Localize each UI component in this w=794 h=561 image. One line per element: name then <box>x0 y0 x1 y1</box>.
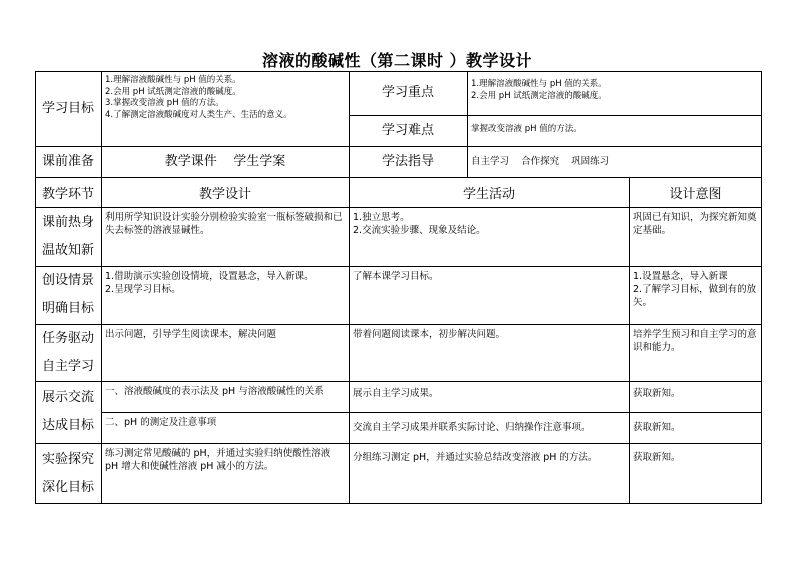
table-row-activity: 交流自主学习成果并联系实际讨论、归纳操作注意事项。 <box>353 422 591 433</box>
table-row-intent: 巩固已有知识，为探究新知奠定基础。 <box>633 212 757 236</box>
key-point-item: 2.会用 pH 试纸测定溶液的酸碱度。 <box>471 90 607 101</box>
key-point-item: 1.理解溶液酸碱性与 pH 值的关系。 <box>471 79 607 89</box>
header-activity: 学生活动 <box>462 186 515 202</box>
table-row-stage: 展示交流 达成目标 <box>41 390 94 433</box>
goals-list <box>101 71 349 146</box>
table-row-intent: 1.设置悬念，导入新课 2.了解学习目标，做到有的放矢。 <box>633 271 757 308</box>
table-row-activity: 了解本课学习目标。 <box>353 271 439 282</box>
method-label: 学法指导 <box>381 153 434 169</box>
table-row-stage: 课前热身 温故知新 <box>41 214 94 258</box>
header-design: 教学设计 <box>198 186 251 202</box>
key-points-label: 学习重点 <box>381 85 434 100</box>
prep-text: 教学课件 学生学案 <box>164 153 286 169</box>
prep-label: 课前准备 <box>41 153 94 169</box>
table-row-stage: 创设情景 明确目标 <box>41 273 94 316</box>
table-row-design: 利用所学知识设计实验分别检验实验室一瓶标签破损和已失去标签的溶液显碱性。 <box>105 212 343 236</box>
table-row-intent: 获取新知。 <box>633 452 681 463</box>
table-row-stage: 实验探究 深化目标 <box>41 451 94 495</box>
table-row-activity: 1.独立思考。 2.交流实验步骤、现象及结论。 <box>353 212 486 236</box>
goal-item: 2.会用 pH 试纸测定溶液的酸碱度。 <box>105 86 241 97</box>
header-stage: 教学环节 <box>41 186 94 202</box>
table-row-intent: 培养学生预习和自主学习的意识和能力。 <box>633 329 757 353</box>
table-row-design: 一、溶液酸碱度的表示法及 pH 与溶液酸碱性的关系 <box>105 386 324 397</box>
table-row-activity: 带着问题阅读课本，初步解决问题。 <box>353 329 506 340</box>
key-points-list <box>467 71 762 115</box>
difficulty-label: 学习难点 <box>381 122 434 138</box>
table-row-design: 练习测定常见酸碱的 pH，并通过实验归纳使酸性溶液 pH 增大和使碱性溶液 pH 减小的方法。 <box>105 448 331 472</box>
goal-item: 3.掌握改变溶液 pH 值的方法。 <box>105 98 224 108</box>
table-row-stage: 任务驱动 自主学习 <box>41 330 94 374</box>
table-row-design: 1.借助演示实验创设情境，设置悬念，导入新课。 2.呈现学习目标。 <box>105 271 314 295</box>
header-intent: 设计意图 <box>669 186 722 202</box>
goal-item: 4.了解测定溶液酸碱度对人类生产、生活的意义。 <box>105 109 292 120</box>
difficulty-text: 掌握改变溶液 pH 值的方法。 <box>471 124 582 134</box>
table-row-intent: 获取新知。 <box>633 422 681 433</box>
method-text: 自主学习 合作探究 巩固练习 <box>471 156 610 167</box>
page-title: 溶液的酸碱性（第二课时 ）教学设计 <box>261 51 533 70</box>
goals-label: 学习目标 <box>41 100 94 116</box>
table-row-design: 二、pH 的测定及注意事项 <box>105 417 217 428</box>
table-row-activity: 展示自主学习成果。 <box>353 388 439 399</box>
table-row-activity: 分组练习测定 pH，并通过实验总结改变溶液 pH 的方法。 <box>353 452 598 463</box>
table-row-design: 出示问题，引导学生阅读课本，解决问题 <box>105 329 277 340</box>
goal-item: 1.理解溶液酸碱性与 pH 值的关系。 <box>105 75 241 85</box>
table-row-intent: 获取新知。 <box>633 388 681 399</box>
